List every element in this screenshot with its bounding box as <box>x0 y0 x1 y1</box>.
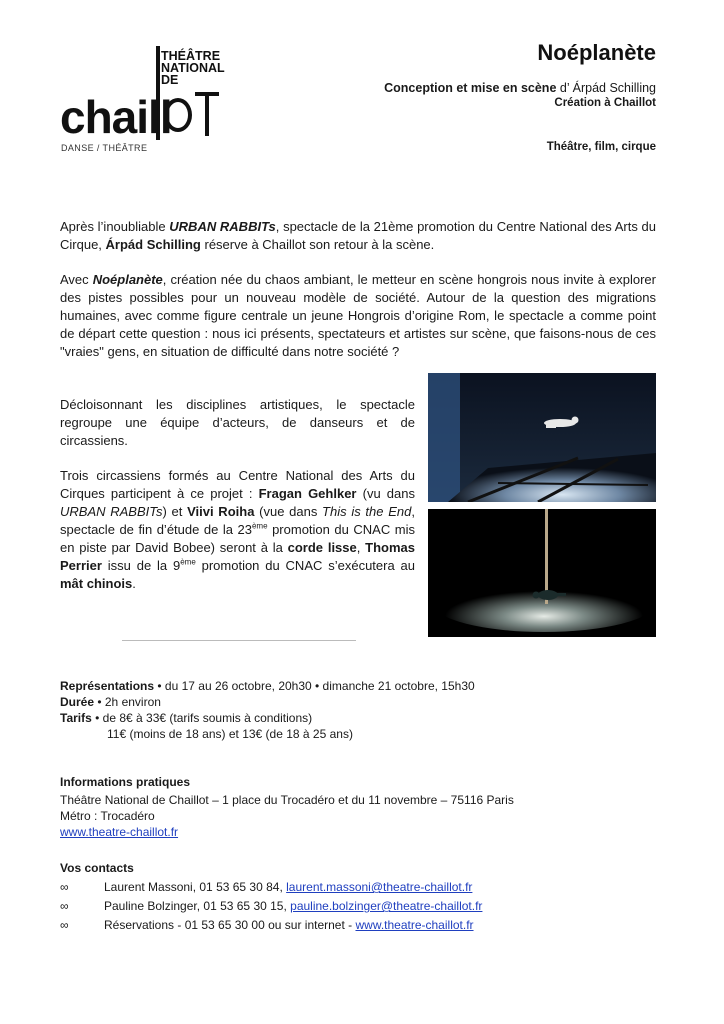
show-title: Noéplanète <box>537 40 656 65</box>
genre-line: Théâtre, film, cirque <box>546 141 656 153</box>
concept-line: Conception et mise en scène d’ Árpád Schilling <box>384 81 656 95</box>
logo-wordmark: chaill <box>60 91 172 143</box>
email-link-bolzinger[interactable]: pauline.bolzinger@theatre-chaillot.fr <box>290 899 483 913</box>
section-divider <box>122 640 356 641</box>
infinity-icon: ∞ <box>60 899 69 913</box>
description-paragraph: Avec Noéplanète, création née du chaos ambiant, le metteur en scène hongrois nous invite à explorer des pistes possibles pour un nouveau modèle de société. Autour de la question des migrations humaines, avec comme figure centrale un jeune Hongrois d’origine Rom, le spectacle a comme point de départ cette question : nous ici présents, spectateurs et artistes sur scène, que faisons-nous de ces "vraies" gens, en situation de difficulté dans notre société ? <box>60 272 656 359</box>
practical-info-block: Informations pratiques Théâtre National de Chaillot – 1 place du Trocadéro et du 11 novembre – 75116 Paris Métro : Trocadéro www.theatre-chaillot.fr <box>60 775 514 839</box>
website-link[interactable]: www.theatre-chaillot.fr <box>60 825 179 839</box>
intro-paragraph: Après l’inoubliable URBAN RABBITs, spectacle de la 21ème promotion du Centre National des Arts du Cirque, Árpád Schilling réserve à Chaillot son retour à la scène. <box>60 219 656 252</box>
reservation-website-link[interactable]: www.theatre-chaillot.fr <box>355 918 474 932</box>
creation-line: Création à Chaillot <box>554 97 656 109</box>
circus-artists-paragraph: Trois circassiens formés au Centre National des Arts du Cirques participent à ce projet : Fragan Gehlker (vu dans URBAN RABBITs) et Viivi Roiha (vue dans This is the End, spectacle de fin d’étude de la 23ème promotion du CNAC mis en piste par David Bobee) seront à la corde lisse, Thomas Perrier issu de la 9ème promotion du CNAC s’exécutera au mât chinois. <box>60 468 415 591</box>
infinity-icon: ∞ <box>60 880 69 894</box>
stage-photo-2 <box>428 509 656 637</box>
infinity-icon: ∞ <box>60 918 69 932</box>
chaillot-logo <box>60 46 250 158</box>
email-link-massoni[interactable]: laurent.massoni@theatre-chaillot.fr <box>286 880 473 894</box>
logo-tagline: DANSE / THÉÂTRE <box>61 143 148 153</box>
logo-text: THÉÂTRE NATIONAL DE <box>161 49 225 87</box>
disciplines-paragraph: Décloisonnant les disciplines artistiques, le spectacle regroupe une équipe d’acteurs, de danseurs et de circassiens. <box>60 397 415 448</box>
stage-photo-1 <box>428 373 656 502</box>
logo-o-mark <box>164 98 192 132</box>
schedule-block: Représentations • du 17 au 26 octobre, 20h30 • dimanche 21 octobre, 15h30 Durée • 2h environ Tarifs • de 8€ à 33€ (tarifs soumis à conditions) 11€ (moins de 18 ans) et 13€ (de 18 à 25 ans) <box>60 679 475 741</box>
contacts-block: Vos contacts ∞ Laurent Massoni, 01 53 65 30 84, laurent.massoni@theatre-chaillot.fr ∞ Pauline Bolzinger, 01 53 65 30 15, pauline.bolzinger@theatre-chaillot.fr ∞ Réservations - 01 53 65 30 00 ou sur internet - www.theatre-chaillot.fr <box>60 861 483 932</box>
